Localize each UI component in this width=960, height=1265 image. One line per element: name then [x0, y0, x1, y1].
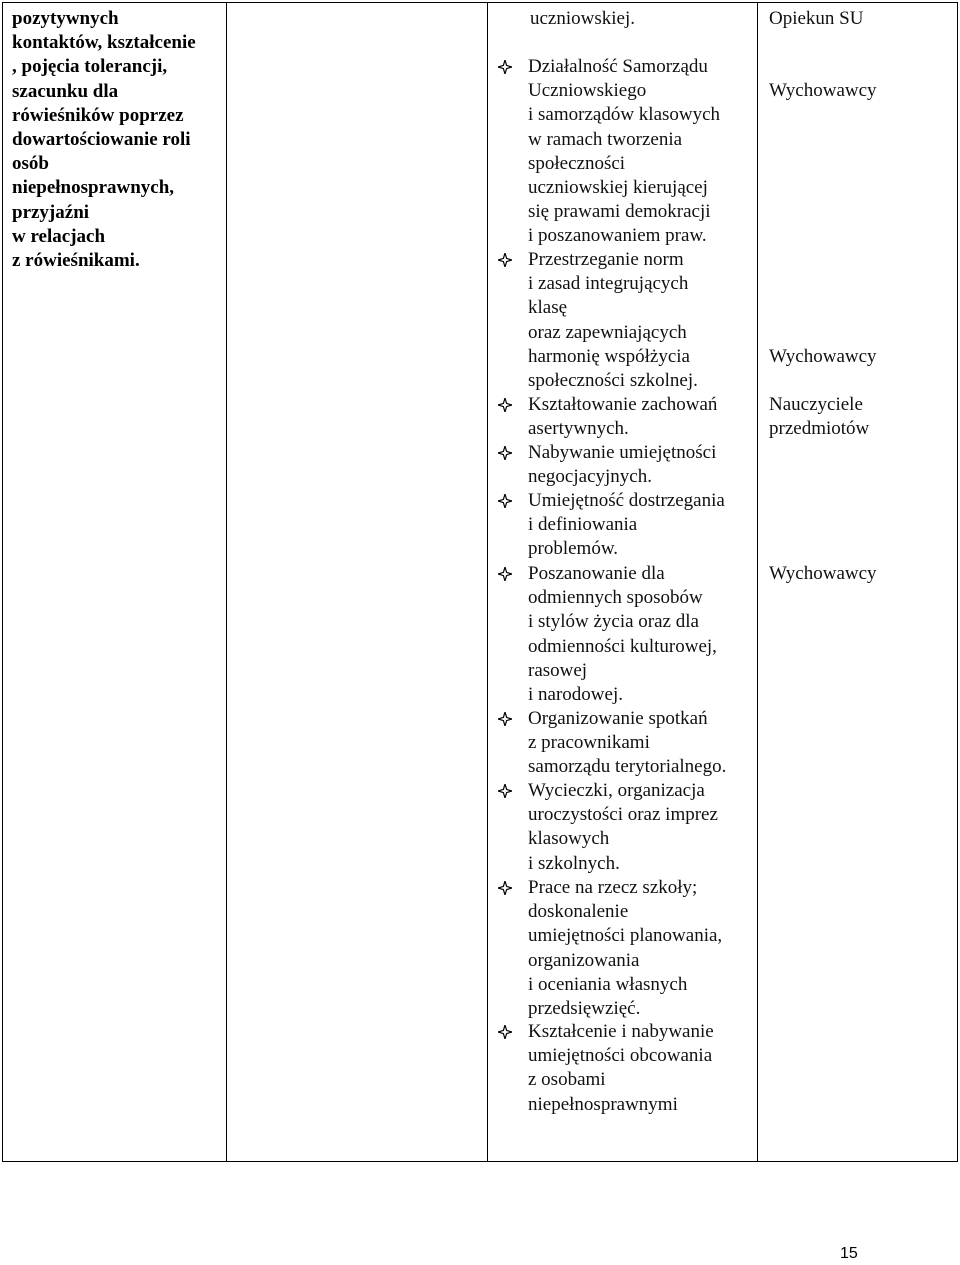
responsible-column: [759, 3, 957, 1161]
diamond-star-bullet-icon: [498, 494, 512, 508]
diamond-star-bullet-icon: [498, 398, 512, 412]
diamond-star-bullet-icon: [498, 881, 512, 895]
activity-text: Umiejętność dostrzegania i definiowania problemów.: [528, 490, 725, 560]
activity-text: Przestrzeganie norm i zasad integrujących klasę oraz zapewniających harmonię współżycia społeczności szkolnej.: [528, 249, 698, 392]
responsible-entry: Wychowawcy: [769, 563, 877, 584]
activity-text: Organizowanie spotkań z pracownikami samorządu terytorialnego.: [528, 708, 727, 778]
diamond-star-bullet-icon: [498, 567, 512, 581]
diamond-star-bullet-icon: [498, 784, 512, 798]
activity-text: Wycieczki, organizacja uroczystości oraz imprez klasowych i szkolnych.: [528, 780, 718, 874]
responsible-entry: Wychowawcy: [769, 80, 877, 101]
diamond-star-bullet-icon: [498, 712, 512, 726]
activities-column: [488, 3, 758, 1161]
goals-text: pozytywnych kontaktów, kształcenie , pojęcia tolerancji, szacunku dla rówieśników poprzez dowartościowanie roli osób niepełnosprawnych, przyjaźni w relacjach z rówieśnikami.: [12, 8, 196, 272]
diamond-star-bullet-icon: [498, 446, 512, 460]
diamond-star-bullet-icon: [498, 60, 512, 74]
activity-text: Nabywanie umiejętności negocjacyjnych.: [528, 442, 717, 488]
responsible-entry: Nauczyciele przedmiotów: [769, 394, 870, 440]
goals-column: [3, 3, 227, 1161]
diamond-star-bullet-icon: [498, 253, 512, 267]
content-table: [2, 2, 958, 1162]
diamond-star-bullet-icon: [498, 1025, 512, 1039]
responsible-entry: Opiekun SU: [769, 8, 864, 29]
activity-text: Kształtowanie zachowań asertywnych.: [528, 394, 718, 440]
page-number: 15: [840, 1245, 858, 1262]
activity-text: Kształcenie i nabywanie umiejętności obcowania z osobami niepełnosprawnymi: [528, 1021, 714, 1115]
activity-text: Działalność Samorządu Uczniowskiego i samorządów klasowych w ramach tworzenia społeczności uczniowskiej kierującej się prawami demokracji i poszanowaniem praw.: [528, 56, 721, 247]
activities-lead-text: uczniowskiej.: [530, 8, 636, 29]
activity-text: Prace na rzecz szkoły; doskonalenie umiejętności planowania, organizowania i oceniania własnych przedsięwzięć.: [528, 877, 723, 1020]
responsible-entry: Wychowawcy: [769, 346, 877, 367]
activity-text: Poszanowanie dla odmiennych sposobów i stylów życia oraz dla odmienności kulturowej, rasowej i narodowej.: [528, 563, 717, 706]
